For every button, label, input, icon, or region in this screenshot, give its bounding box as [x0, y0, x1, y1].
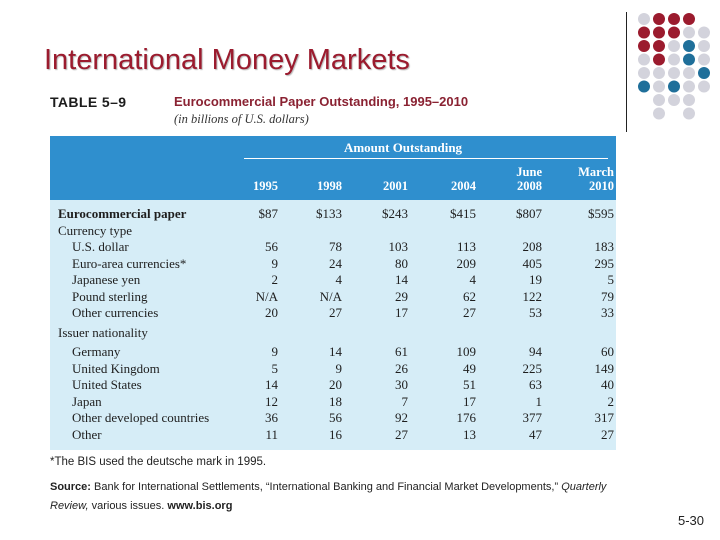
- cell-5: 317: [594, 410, 614, 425]
- cell-4: 53: [529, 305, 542, 320]
- cell-1: 18: [329, 393, 342, 409]
- row-label: Other: [72, 426, 102, 442]
- title-divider: [626, 12, 627, 132]
- cell-4: 208: [522, 239, 542, 254]
- cell-3: 27: [463, 305, 476, 320]
- cell-2: 7: [401, 393, 408, 409]
- cell-0: 2: [271, 272, 278, 287]
- decorative-dot: [653, 81, 665, 93]
- cell-0: 9: [271, 255, 278, 271]
- data-table: [50, 136, 616, 450]
- decorative-dot: [683, 81, 695, 93]
- decorative-dot: [668, 67, 680, 79]
- cell-1: 14: [329, 344, 342, 359]
- decorative-dot: [638, 40, 650, 52]
- cell-0: 14: [265, 377, 278, 392]
- cell-3: 176: [456, 410, 476, 425]
- group-header: Amount Outstanding: [343, 140, 463, 155]
- table-row: [50, 427, 616, 444]
- cell-5: 295: [594, 255, 614, 271]
- cell-3: 62: [463, 288, 476, 304]
- decorative-dot: [653, 54, 665, 66]
- table-source: [50, 478, 620, 516]
- cell-4: 19: [529, 272, 542, 287]
- decorative-dot: [698, 27, 710, 39]
- row-label: Germany: [72, 344, 121, 359]
- decorative-dot: [683, 54, 695, 66]
- table-row: [50, 325, 616, 342]
- cell-0: 5: [271, 360, 278, 376]
- cell-5: 149: [594, 360, 614, 376]
- cell-3: $415: [450, 206, 476, 221]
- cell-1: 56: [329, 410, 342, 425]
- cell-2: 103: [388, 239, 408, 254]
- decorative-dot: [683, 27, 695, 39]
- cell-3: 17: [463, 393, 476, 409]
- table-heading: [50, 94, 616, 134]
- table-row: [50, 377, 616, 394]
- cell-2: 27: [395, 426, 408, 442]
- cell-3: 209: [456, 255, 476, 271]
- table-label: TABLE 5–9: [50, 94, 127, 110]
- row-label: Japanese yen: [72, 272, 141, 287]
- cell-0: N/A: [255, 288, 278, 304]
- cell-1: 24: [329, 255, 342, 271]
- column-header-2: 2001: [383, 179, 408, 193]
- row-label: United States: [72, 377, 142, 392]
- cell-1: 9: [335, 360, 342, 376]
- table-row: [50, 305, 616, 322]
- decorative-dot: [683, 108, 695, 120]
- decorative-dot: [698, 54, 710, 66]
- table-footnote: *The BIS used the deutsche mark in 1995.: [50, 456, 267, 468]
- source-label: Source:: [50, 481, 91, 493]
- cell-2: 29: [395, 288, 408, 304]
- cell-2: 14: [395, 272, 408, 287]
- table-row: [50, 394, 616, 411]
- row-label: United Kingdom: [72, 360, 160, 376]
- decorative-dot-grid: [636, 12, 716, 120]
- cell-3: 113: [456, 239, 476, 254]
- source-journal: Quarterly Review,: [50, 481, 607, 512]
- cell-1: 16: [329, 426, 342, 442]
- table-caption: Eurocommercial Paper Outstanding, 1995–2010: [174, 94, 469, 109]
- decorative-dot: [653, 67, 665, 79]
- cell-2: 61: [395, 344, 408, 359]
- cell-2: 92: [395, 410, 408, 425]
- table-unit: (in billions of U.S. dollars): [174, 112, 309, 126]
- row-label: Issuer nationality: [58, 324, 148, 340]
- column-header-5: March 2010: [578, 165, 614, 193]
- decorative-dot: [698, 81, 710, 93]
- decorative-dot: [668, 40, 680, 52]
- cell-4: 377: [522, 410, 542, 425]
- row-label: Eurocommercial paper: [58, 206, 187, 221]
- decorative-dot: [698, 40, 710, 52]
- row-label: U.S. dollar: [72, 239, 129, 254]
- table-row: [50, 272, 616, 289]
- cell-4: 225: [522, 360, 542, 376]
- cell-1: 78: [329, 239, 342, 254]
- cell-4: 122: [522, 288, 542, 304]
- decorative-dot: [683, 13, 695, 25]
- decorative-dot: [638, 27, 650, 39]
- decorative-dot: [668, 27, 680, 39]
- cell-4: 63: [529, 377, 542, 392]
- cell-5: $595: [588, 206, 614, 221]
- decorative-dot: [668, 81, 680, 93]
- cell-3: 49: [463, 360, 476, 376]
- page-number: 5-30: [677, 513, 704, 528]
- decorative-dot: [638, 67, 650, 79]
- table-row: [50, 344, 616, 361]
- slide-title: International Money Markets: [44, 44, 410, 76]
- cell-4: 47: [529, 426, 542, 442]
- cell-5: 183: [594, 239, 614, 254]
- table-row: [50, 410, 616, 427]
- cell-0: 11: [265, 426, 278, 442]
- column-header-1: 1998: [317, 179, 342, 193]
- cell-4: 405: [522, 255, 542, 271]
- cell-1: N/A: [319, 288, 342, 304]
- cell-0: 20: [265, 305, 278, 320]
- table-header-bar: [50, 136, 616, 200]
- decorative-dot: [668, 54, 680, 66]
- group-header-rule: [244, 158, 608, 159]
- row-label: Pound sterling: [72, 288, 148, 304]
- cell-3: 13: [463, 426, 476, 442]
- row-label: Euro-area currencies*: [72, 255, 187, 271]
- cell-1: 4: [335, 272, 342, 287]
- cell-4: 94: [529, 344, 542, 359]
- cell-5: 60: [601, 344, 614, 359]
- table-row: [50, 206, 616, 223]
- cell-5: 27: [601, 426, 614, 442]
- cell-5: 5: [607, 272, 614, 287]
- cell-2: 80: [395, 255, 408, 271]
- cell-2: $243: [382, 206, 408, 221]
- decorative-dot: [653, 13, 665, 25]
- cell-0: 36: [265, 410, 278, 425]
- column-header-0: 1995: [253, 179, 278, 193]
- cell-3: 4: [469, 272, 476, 287]
- table-body: [50, 206, 616, 443]
- cell-1: 27: [329, 305, 342, 320]
- column-header-4: June 2008: [516, 165, 542, 193]
- decorative-dot: [668, 13, 680, 25]
- cell-0: 56: [265, 239, 278, 254]
- row-label: Other developed countries: [72, 410, 210, 425]
- decorative-dot: [668, 94, 680, 106]
- table-row: [50, 256, 616, 273]
- table-row: [50, 289, 616, 306]
- cell-0: 9: [271, 344, 278, 359]
- cell-2: 17: [395, 305, 408, 320]
- decorative-dot: [683, 67, 695, 79]
- cell-0: $87: [258, 206, 278, 221]
- decorative-dot: [653, 94, 665, 106]
- cell-1: $133: [316, 206, 342, 221]
- source-tail: various issues.: [91, 500, 165, 512]
- decorative-dot: [653, 40, 665, 52]
- table-row: [50, 239, 616, 256]
- cell-5: 2: [607, 393, 614, 409]
- source-text: Bank for International Settlements, “International Banking and Financial Market Developments,”: [94, 481, 559, 493]
- cell-2: 30: [395, 377, 408, 392]
- row-label: Japan: [72, 393, 102, 409]
- decorative-dot: [638, 81, 650, 93]
- cell-1: 20: [329, 377, 342, 392]
- cell-5: 33: [601, 305, 614, 320]
- row-label: Currency type: [58, 222, 133, 238]
- cell-3: 51: [463, 377, 476, 392]
- row-label: Other currencies: [72, 305, 159, 320]
- decorative-dot: [653, 27, 665, 39]
- cell-5: 79: [601, 288, 614, 304]
- decorative-dot: [653, 108, 665, 120]
- decorative-dot: [683, 94, 695, 106]
- cell-4: $807: [516, 206, 542, 221]
- source-url[interactable]: www.bis.org: [167, 500, 233, 512]
- table-row: [50, 361, 616, 378]
- decorative-dot: [638, 13, 650, 25]
- table-row: [50, 223, 616, 240]
- decorative-dot: [683, 40, 695, 52]
- decorative-dot: [638, 54, 650, 66]
- cell-4: 1: [535, 393, 542, 409]
- cell-3: 109: [456, 344, 476, 359]
- column-header-3: 2004: [451, 179, 476, 193]
- cell-0: 12: [265, 393, 278, 409]
- decorative-dot: [698, 67, 710, 79]
- cell-5: 40: [601, 377, 614, 392]
- cell-2: 26: [395, 360, 408, 376]
